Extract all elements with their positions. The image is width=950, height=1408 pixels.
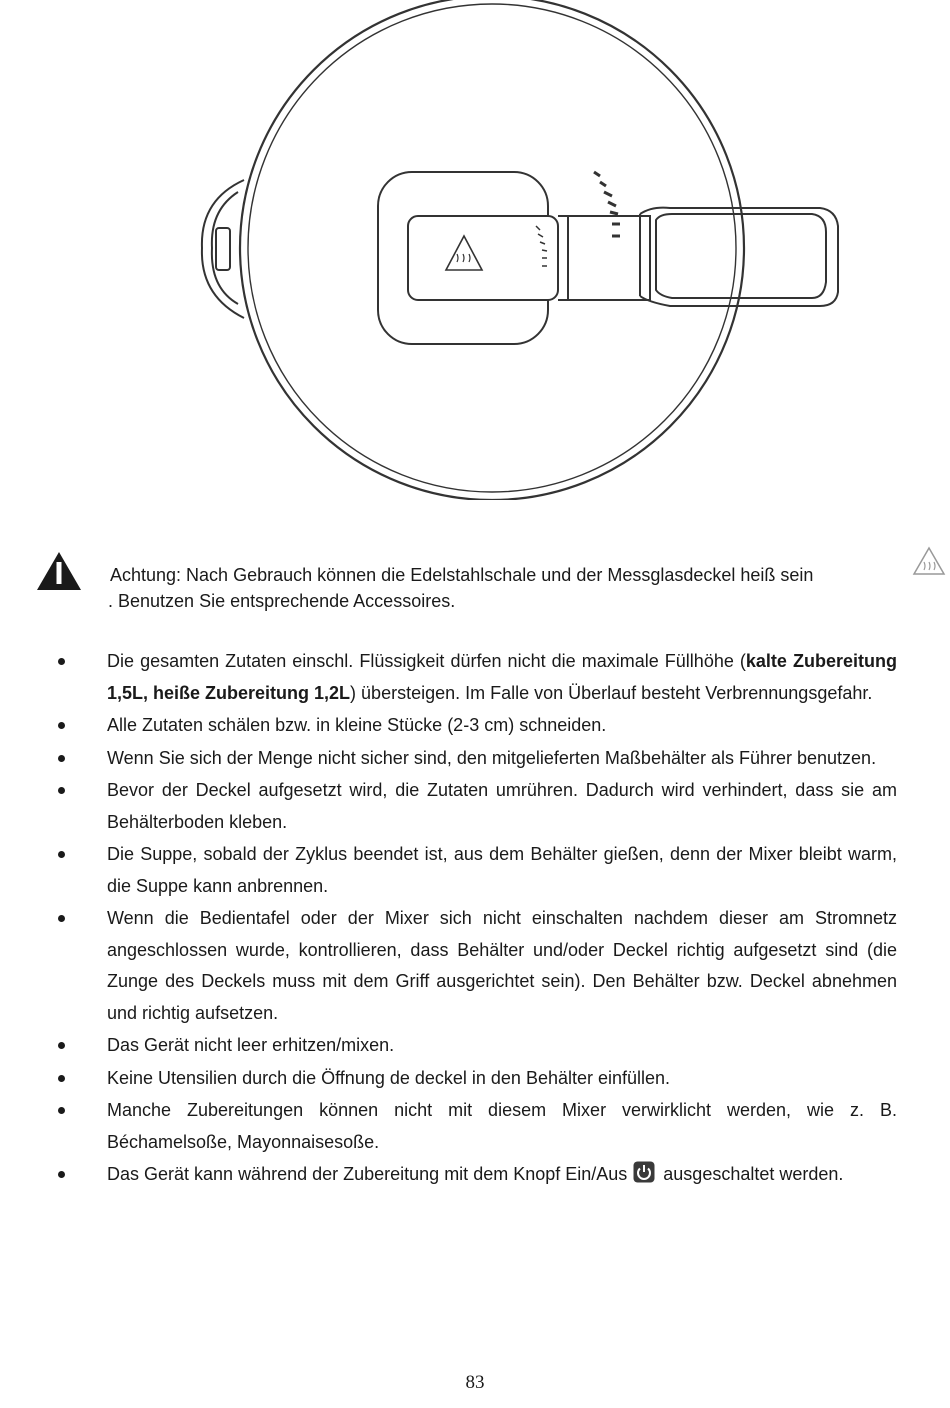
- list-item: [0, 1095, 897, 1158]
- list-item: [0, 1063, 897, 1095]
- bullet-dot: [58, 787, 65, 794]
- list-item-text: Das Gerät nicht leer erhitzen/mixen.: [107, 1035, 395, 1055]
- list-item-text: Das Gerät kann während der Zubereitung mit dem Knopf Ein/Aus: [107, 1164, 628, 1184]
- bullet-dot: [58, 755, 65, 762]
- bullet-dot: [58, 658, 65, 665]
- warning-triangle-icon: [36, 550, 82, 592]
- list-item: [0, 743, 897, 775]
- list-item-text: ausgeschaltet werden.: [663, 1164, 844, 1184]
- bullet-dot: [58, 1075, 65, 1082]
- warning-line-2: . Benutzen Sie entsprechende Accessoires.: [108, 591, 456, 611]
- list-item-text: Bevor der Deckel aufgesetzt wird, die Zutaten umrühren. Dadurch wird verhindert, dass sie am Behälterboden kleben.: [107, 780, 897, 832]
- list-item-text: Keine Utensilien durch die Öffnung de deckel in den Behälter einfüllen.: [107, 1067, 671, 1088]
- bullet-dot: [58, 722, 65, 729]
- list-item-text: Wenn Sie sich der Menge nicht sicher sind, den mitgelieferten Maßbehälter als Führer benutzen.: [107, 747, 877, 768]
- bullet-dot: [58, 851, 65, 858]
- bullet-dot: [58, 1042, 65, 1049]
- list-item-text: ) übersteigen. Im Falle von Überlauf besteht Verbrennungsgefahr.: [350, 682, 873, 703]
- warning-notice: [0, 548, 950, 618]
- bullet-dot: [58, 1107, 65, 1114]
- bullet-dot: [58, 915, 65, 922]
- blender-lid-illustration: [190, 0, 870, 500]
- bullet-dot: [58, 1171, 65, 1178]
- list-item: [0, 839, 897, 902]
- instruction-list: [0, 646, 950, 1192]
- warning-text: [110, 562, 900, 614]
- list-item: [0, 646, 897, 709]
- list-item: [0, 903, 897, 1029]
- list-item-text: Die gesamten Zutaten einschl. Flüssigkeit dürfen nicht die maximale Füllhöhe (: [107, 651, 746, 671]
- list-item-text: Alle Zutaten schälen bzw. in kleine Stücke (2-3 cm) schneiden.: [107, 715, 607, 735]
- list-item-text: Die Suppe, sobald der Zyklus beendet ist, aus dem Behälter gießen, denn der Mixer bleibt warm, die Suppe kann anbrennen.: [107, 844, 897, 896]
- warning-line-1: Achtung: Nach Gebrauch können die Edelstahlschale und der Messglasdeckel heiß sein: [110, 565, 814, 585]
- list-item: [0, 710, 897, 742]
- page-number: 83: [465, 1372, 485, 1393]
- list-item-bold-text: kalte Zubereitung 1,5L, heiße Zubereitung 1,2L: [107, 651, 897, 703]
- hot-surface-icon: [912, 546, 946, 576]
- list-item-text: Wenn die Bedientafel oder der Mixer sich nicht einschalten nachdem dieser am Stromnetz angeschlossen wurde, kontrollieren, dass Behälter und/oder Deckel richtig aufgesetzt sind (die Zunge des Deckels muss mit dem Griff ausgerichtet sein). Den Behälter bzw. Deckel abnehmen und richtig aufsetzen.: [107, 908, 897, 1023]
- list-item-text: Manche Zubereitungen können nicht mit diesem Mixer verwirklicht werden, wie z. B. Béchamelsoße, Mayonnaisesoße.: [107, 1100, 897, 1152]
- power-icon: [633, 1161, 655, 1183]
- list-item: [0, 1159, 897, 1191]
- list-item: [0, 775, 897, 838]
- list-item: [0, 1030, 897, 1062]
